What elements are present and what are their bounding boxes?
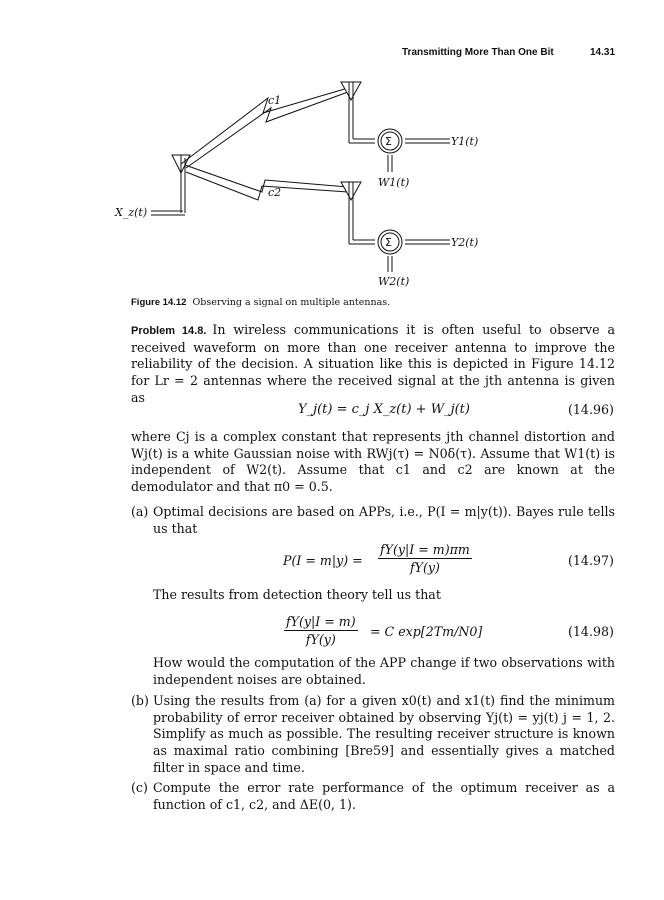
label-c1: c1 (268, 94, 282, 107)
equation-14-97-fraction (378, 542, 472, 575)
part-a (131, 504, 615, 537)
channel-c2-path (185, 165, 348, 192)
equation-14-98-rhs: = C exp[2Tm/N0] (370, 624, 483, 639)
equation-number-14-96: (14.96) (568, 402, 614, 417)
figure-caption (131, 297, 390, 308)
label-w2: W2(t) (378, 275, 410, 288)
channel-c1-path (181, 88, 348, 164)
part-c (131, 780, 615, 813)
part-b (131, 693, 615, 777)
antenna-diagram (0, 0, 664, 300)
equation-14-98-numerator: fY(y|I = m) (286, 614, 356, 629)
equation-number-14-97: (14.97) (568, 553, 614, 568)
part-a-closing-text: How would the computation of the APP change if two observations with independent noises are obtained. (153, 655, 615, 687)
label-y1: Y1(t) (451, 135, 479, 148)
problem-intro (131, 322, 615, 407)
part-b-label: (b) (131, 693, 149, 708)
part-c-text: Compute the error rate performance of the optimum receiver as a function of c1, c2, and ΔE(0, 1). (153, 780, 615, 812)
figure-caption-text: Observing a signal on multiple antennas. (192, 297, 391, 308)
equation-14-98-denominator: fY(y) (305, 632, 336, 647)
running-header-title: Transmitting More Than One Bit (402, 47, 554, 58)
equation-14-97-numerator: fY(y|I = m)πm (380, 542, 470, 557)
label-c2: c2 (268, 186, 282, 199)
label-w1: W1(t) (378, 176, 410, 189)
problem-where-text: where Cj is a complex constant that represents jth channel distortion and Wj(t) is a white Gaussian noise with RWj(τ) = N0δ(τ). Assume that W1(t) is independent of W2(t). Assume that c1 and c2 are known at the demodulator and that π0 = 0.5. (131, 429, 615, 495)
problem-intro-text: In wireless communications it is often useful to observe a received waveform on more than one receiver antenna to improve the reliability of the decision. A situation like this is depicted in Figure 14.12 for Lr = 2 antennas where the received signal at the jth antenna is given as (131, 322, 615, 405)
page-number: 14.31 (590, 47, 616, 58)
equation-14-98-fraction (284, 614, 358, 647)
part-a-label: (a) (131, 504, 149, 519)
part-c-label: (c) (131, 780, 148, 795)
figure-caption-label: Figure 14.12 (131, 297, 187, 308)
part-a-text: Optimal decisions are based on APPs, i.e., P(I = m|y(t)). Bayes rule tells us that (153, 504, 615, 536)
sigma-symbol-1: Σ (385, 135, 392, 148)
equation-14-97-denominator: fY(y) (409, 560, 440, 575)
detection-theory-text: The results from detection theory tell us that (153, 587, 441, 602)
receive-antenna-2 (341, 182, 361, 200)
problem-label: Problem 14.8. (131, 325, 207, 337)
equation-number-14-98: (14.98) (568, 624, 614, 639)
label-y2: Y2(t) (451, 236, 479, 249)
receive-antenna-1 (341, 82, 361, 100)
sigma-symbol-2: Σ (385, 236, 392, 249)
part-b-text: Using the results from (a) for a given x0(t) and x1(t) find the minimum probability of error receiver obtained by observing Yj(t) = yj(t) j = 1, 2. Simplify as much as possible. The resulting receiver structure is known as maximal ratio combining [Bre59] and essentially gives a matched filter in space and time. (153, 693, 615, 775)
equation-14-96: Y_j(t) = c_j X_z(t) + W_j(t) (298, 402, 470, 417)
label-xz: X_z(t) (115, 206, 148, 219)
equation-14-97-lhs: P(I = m|y) = (283, 553, 363, 568)
